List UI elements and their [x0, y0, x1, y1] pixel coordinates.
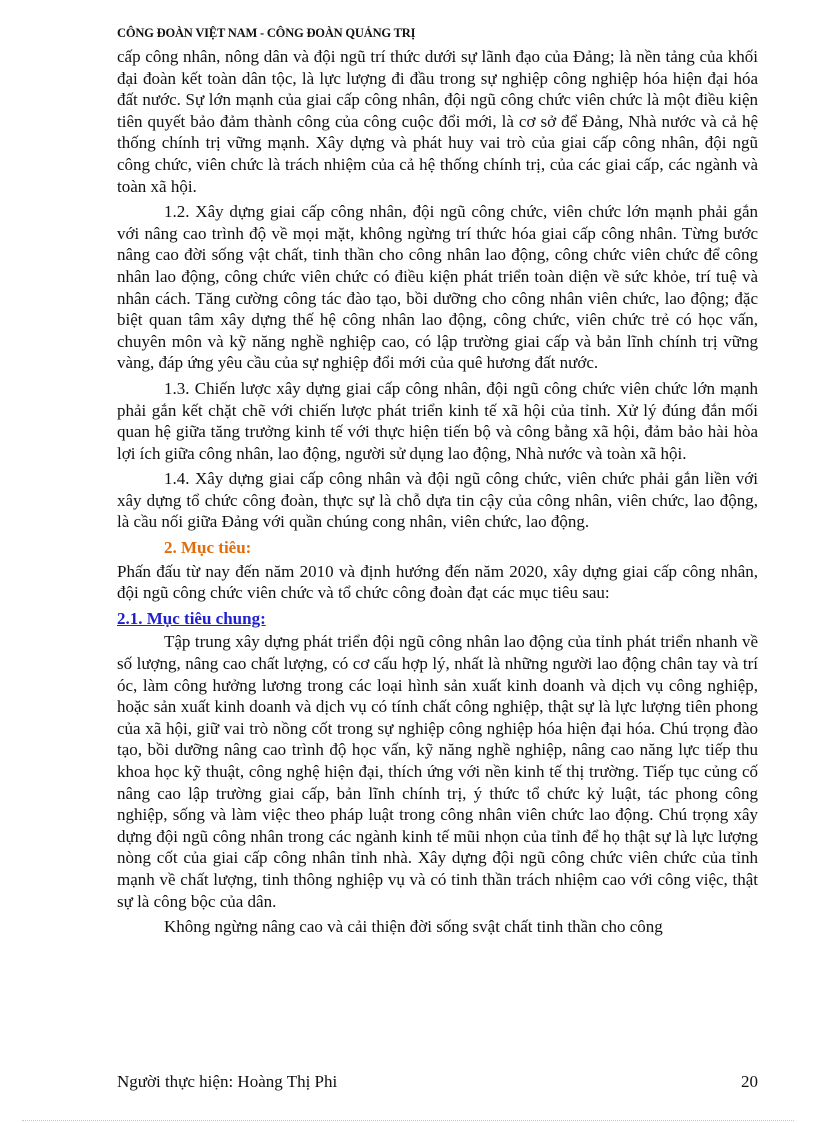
paragraph-1-2: 1.2. Xây dựng giai cấp công nhân, đội ngũ công chức, viên chức lớn mạnh phải gắn với nâng cao trình độ về mọi mặt, không ngừng trí thức hóa giai cấp công nhân. Từng bước nâng cao đời sống vật chất, tinh thần cho công nhân lao động, công chức viên chức để công nhân lao động, công chức viên chức có điều kiện phát triển toàn diện về sức khỏe, trí tuệ và nhân cách. Tăng cường công tác đào tạo, bồi dưỡng cho công nhân viên chức, lao động; đặc biệt quan tâm xây dựng thế hệ công nhân lao động, công chức, viên chức trẻ có học vấn, chuyên môn và kỹ năng nghề nghiệp cao, có lập trường giai cấp và bản lĩnh chính trị vững vàng, đáp ứng yêu cầu của sự nghiệp đổi mới của quê hương đất nước. — [117, 202, 758, 373]
heading-muc-tieu-chung: 2.1. Mục tiêu chung: — [117, 608, 266, 628]
heading-muc-tieu: 2. Mục tiêu: — [164, 538, 252, 558]
page-number: 20 — [741, 1072, 758, 1091]
paragraph-continued: Không ngừng nâng cao và cải thiện đời sống svật chất tinh thần cho công — [164, 917, 663, 937]
paragraph-muc-tieu-intro: Phấn đấu từ nay đến năm 2010 và định hướng đến năm 2020, xây dựng giai cấp công nhân, đội ngũ công chức viên chức và tổ chức công đoàn đạt các mục tiêu sau: — [117, 561, 758, 603]
document-body — [117, 46, 758, 942]
page-header: CÔNG ĐOÀN VIỆT NAM - CÔNG ĐOÀN QUẢNG TRỊ — [117, 26, 416, 40]
paragraph-1-4: 1.4. Xây dựng giai cấp công nhân và đội ngũ công chức, viên chức phải gắn liền với xây dựng tổ chức công đoàn, thực sự là chỗ dựa tin cậy của công nhân, viên chức, lao động, là cầu nối giữa Đảng với quần chúng cong nhân, viên chức, lao động. — [117, 469, 758, 532]
page-bottom-border — [22, 1120, 794, 1121]
paragraph-intro: cấp công nhân, nông dân và đội ngũ trí thức dưới sự lãnh đạo của Đảng; là nền tảng của khối đại đoàn kết toàn dân tộc, là lực lượng đi đầu trong sự nghiệp công nghiệp hóa hiện đại hóa đất nước. Sự lớn mạnh của giai cấp công nhân, đội ngũ công chức viên chức là một điều kiện tiên quyết bảo đảm thành công của công cuộc đổi mới, là cơ sở để Đảng, Nhà nước và cả hệ thống chính trị vững mạnh. Xây dựng và phát huy vai trò của giai cấp công nhân, đội ngũ công chức, viên chức là trách nhiệm của cả hệ thống chính trị, của các giai cấp, các ngành và toàn xã hội. — [117, 47, 758, 196]
paragraph-1-3: 1.3. Chiến lược xây dựng giai cấp công nhân, đội ngũ công chức viên chức lớn mạnh phải gắn kết chặt chẽ với chiến lược phát triển kinh tế xã hội của tỉnh. Xử lý đúng đắn mối quan hệ giữa tăng trưởng kinh tế với thực hiện tiến bộ và công bằng xã hội, đảm bảo hài hòa lợi ích giữa công nhân, lao động, người sử dụng lao động, Nhà nước và toàn xã hội. — [117, 378, 758, 463]
paragraph-muc-tieu-chung: Tập trung xây dựng phát triển đội ngũ công nhân lao động của tỉnh phát triển nhanh về số lượng, nâng cao chất lượng, có cơ cấu hợp lý, nhất là những người lao động chân tay và trí óc, làm công hưởng lương trong các loại hình sản xuất kinh doanh và dịch vụ công nghiệp, hoặc sản xuất kinh doanh và dịch vụ có tính chất công nghiệp, thật sự là lực lượng tiên phong của xã hội, giữ vai trò nồng cốt trong sự nghiệp công nghiệp hóa hiện đại hóa. Chú trọng đào tạo, bồi dưỡng nâng cao trình độ học vấn, kỹ năng nghề nghiệp, nâng cao năng lực tiếp thu khoa học kỹ thuật, công nghệ hiện đại, thích ứng với nền kinh tế thị trường. Tiếp tục củng cố nâng cao lập trường giai cấp, bản lĩnh chính trị, ý thức tổ chức kỷ luật, tác phong công nghiệp, sống và làm việc theo pháp luật trong công nhân viên chức lao động. Chú trọng xây dựng đội ngũ công nhân trong các ngành kinh tế mũi nhọn của tỉnh để họ thật sự là lực lượng nòng cốt của giai cấp công nhân tỉnh nhà. Xây dựng đội ngũ công chức viên chức của tỉnh mạnh về chất lượng, tinh thông nghiệp vụ và có tinh thần trách nhiệm cao với công việc, thật sự là công bộc của dân. — [117, 632, 758, 911]
footer-author: Người thực hiện: Hoàng Thị Phi — [117, 1072, 338, 1091]
